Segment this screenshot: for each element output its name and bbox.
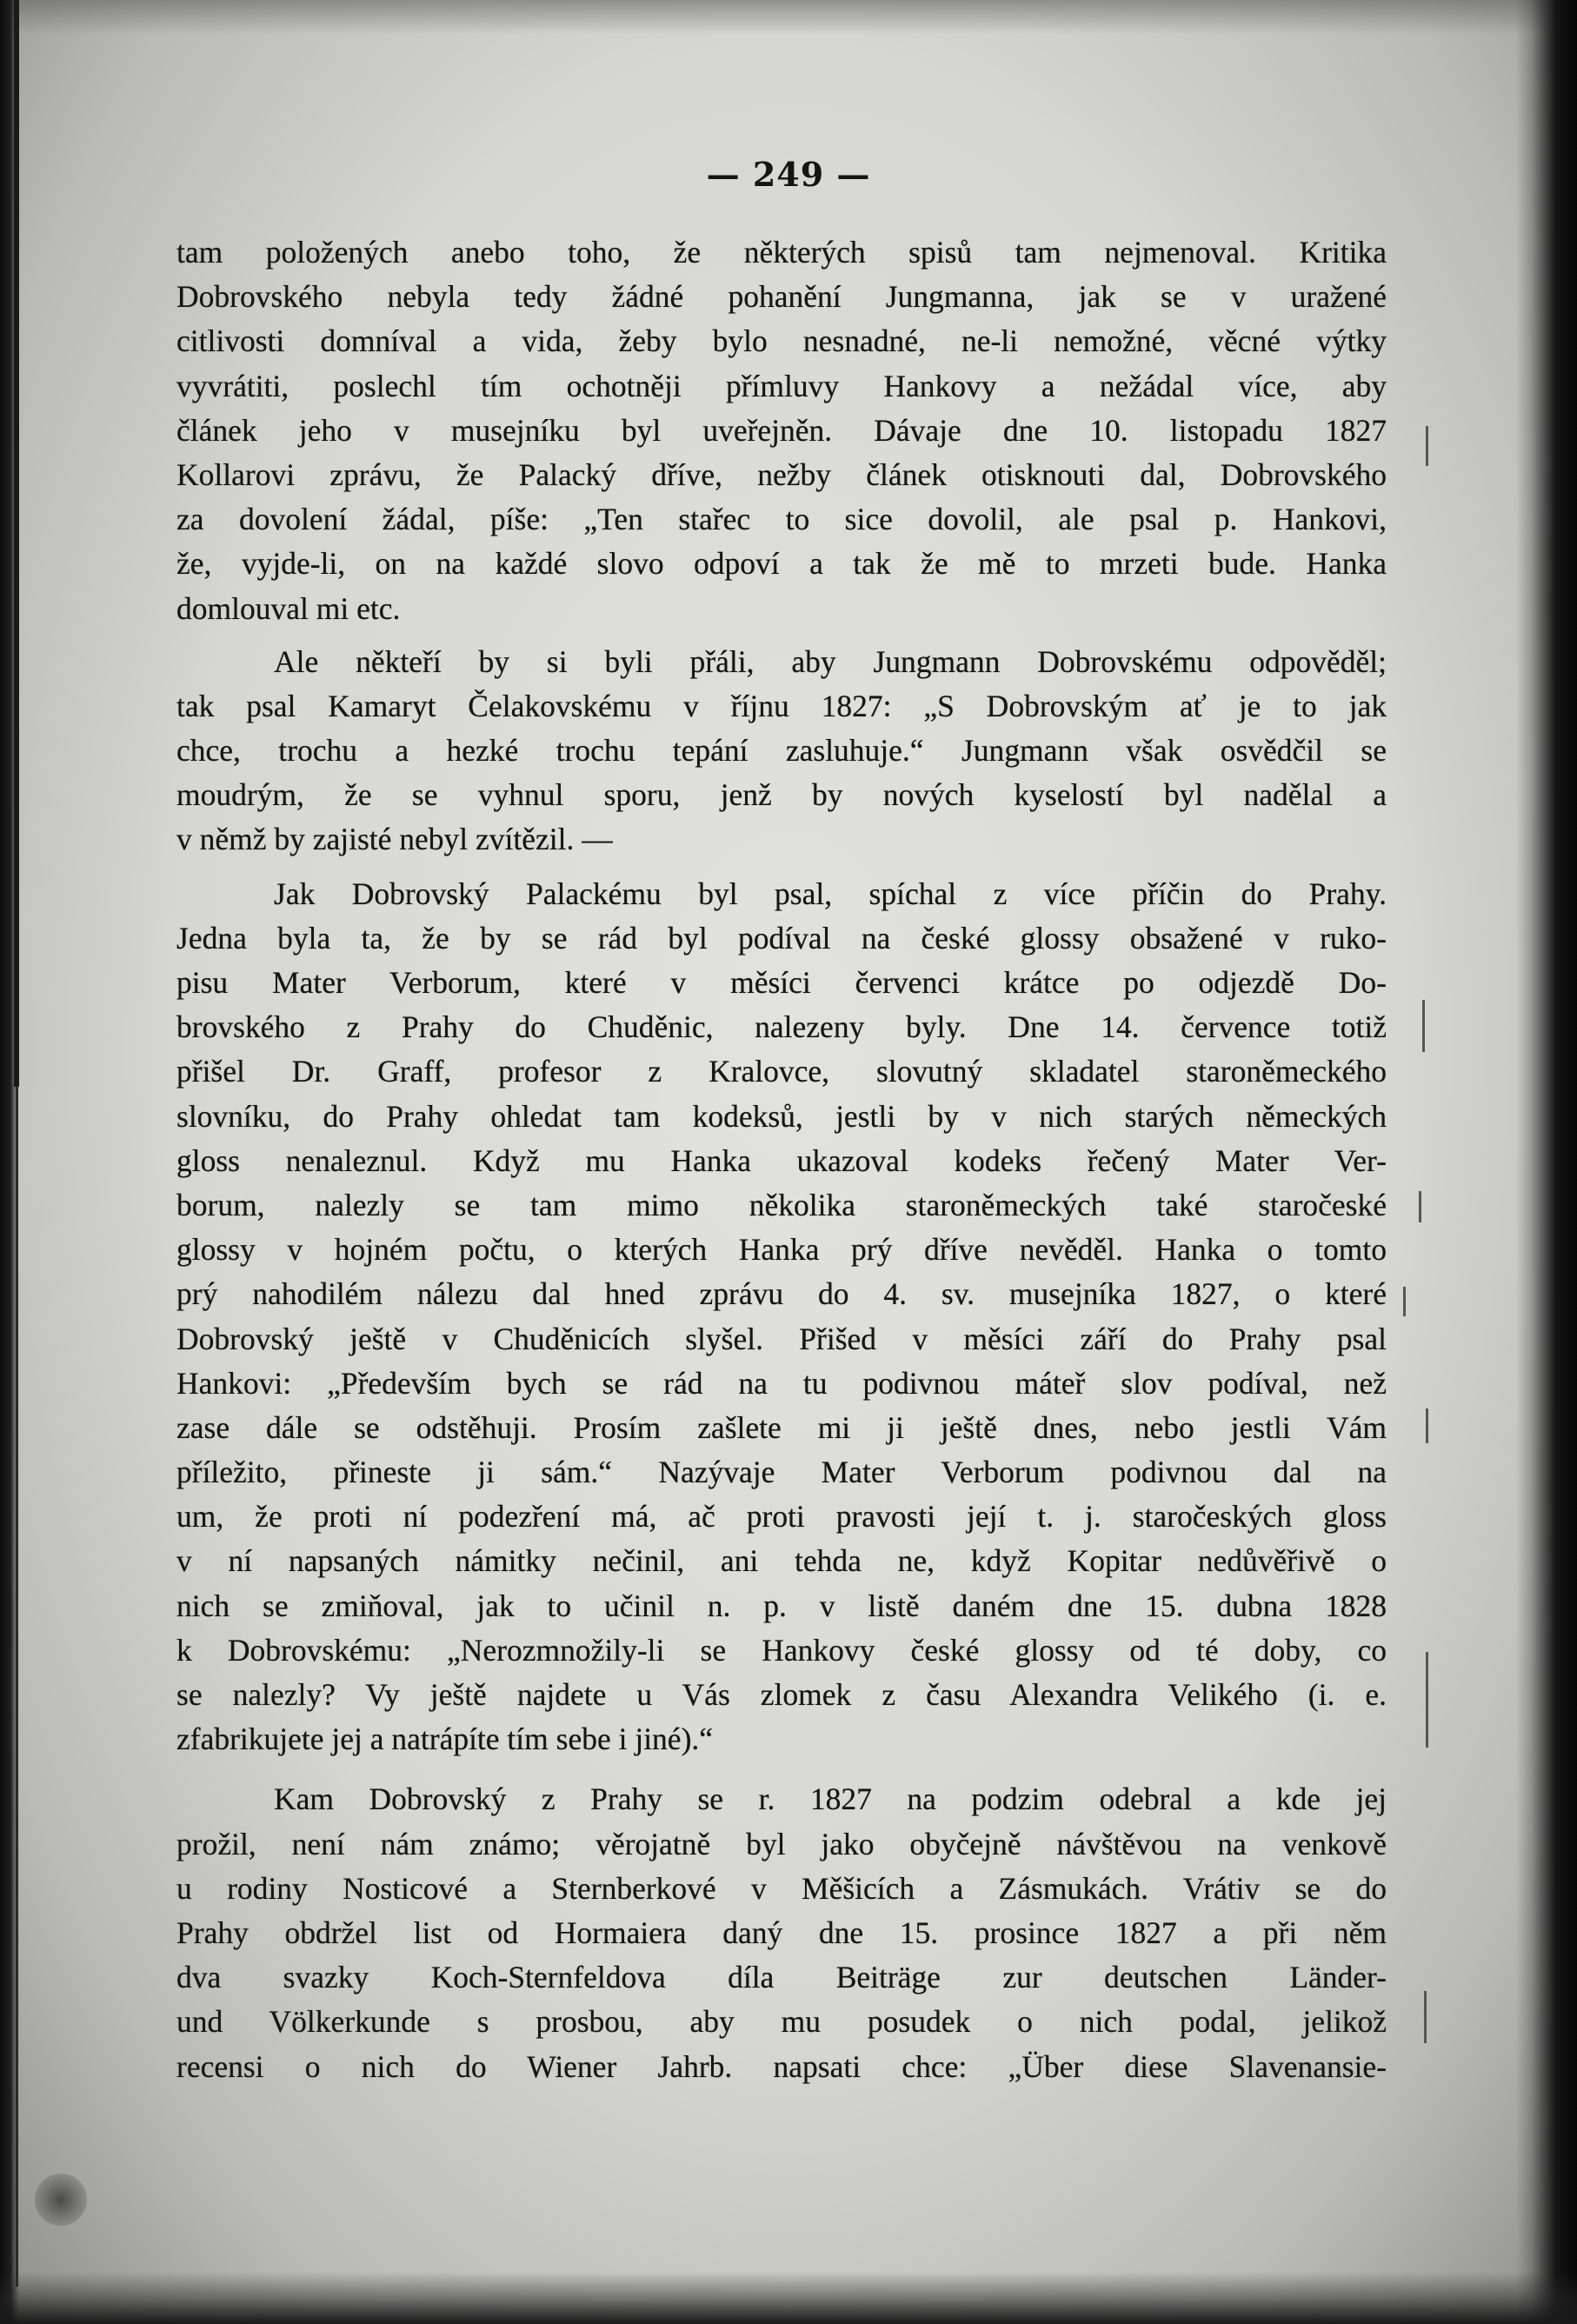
text-line: že, vyjde-li, on na každé slovo odpoví a tak že mě to mrzeti bude. Hanka: [176, 546, 1387, 582]
text-line: vyvrátiti, poslechl tím ochotněji přímluvy Hankovy a nežádal více, aby: [176, 368, 1387, 403]
text-line: Kam Dobrovský z Prahy se r. 1827 na podzim odebral a kde jej: [274, 1781, 1387, 1817]
text-line: tam položených anebo toho, že některých spisů tam nejmenoval. Kritika: [176, 235, 1387, 270]
text-line: zfabrikujete jej a natrápíte tím sebe i jiné).“: [176, 1721, 714, 1757]
text-line: chce, trochu a hezké trochu tepání zasluhuje.“ Jungmann však osvědčil se: [176, 733, 1387, 769]
paragraph-1: [176, 230, 1387, 631]
text-line: přišel Dr. Graff, profesor z Kralovce, slovutný skladatel staroněmeckého: [176, 1054, 1387, 1089]
text-line: um, že proti ní podezření má, ač proti pravosti její t. j. staročeských gloss: [176, 1499, 1387, 1535]
text-line: nich se zmiňoval, jak to učinil n. p. v listě daném dne 15. dubna 1828: [176, 1588, 1387, 1623]
text-line: Kollarovi zprávu, že Palacký dříve, nežby článek otisknouti dal, Dobrovského: [176, 456, 1387, 492]
paragraph-4: [176, 1777, 1387, 2088]
text-line: za dovolení žádal, píše: „Ten stařec to sice dovolil, ale psal p. Hankovi,: [176, 502, 1387, 537]
margin-mark: [1403, 1287, 1406, 1316]
text-line: příležito, přineste ji sám.“ Nazývaje Mater Verborum podivnou dal na: [176, 1455, 1387, 1490]
text-line: u rodiny Nosticové a Sternberkové v Měšicích a Zásmukách. Vrátiv se do: [176, 1870, 1387, 1906]
text-line: v němž by zajisté nebyl zvítězil. —: [176, 822, 613, 857]
text-line: pisu Mater Verborum, které v měsíci červenci krátce po odjezdě Do-: [176, 965, 1387, 1000]
text-line: tak psal Kamaryt Čelakovskému v říjnu 1827: „S Dobrovským ať je to jak: [176, 688, 1387, 723]
text-line: Hankovi: „Především bych se rád na tu podivnou máteř slov podíval, než: [176, 1365, 1387, 1401]
text-line: Dobrovského nebyla tedy žádné pohanění Jungmanna, jak se v uražené: [176, 279, 1387, 315]
text-line: gloss nenaleznul. Když mu Hanka ukazoval kodeks řečený Mater Ver-: [176, 1142, 1387, 1178]
text-line: se nalezly? Vy ještě najdete u Vás zlomek z času Alexandra Velikého (i. e.: [176, 1677, 1387, 1712]
text-line: domlouval mi etc.: [176, 590, 401, 626]
text-line: borum, nalezly se tam mimo několika staroněmeckých také staročeské: [176, 1187, 1387, 1222]
text-line: Ale někteří by si byli přáli, aby Jungmann Dobrovskému odpověděl;: [274, 643, 1387, 679]
page-number: — 249 —: [706, 155, 871, 194]
text-line: Dobrovský ještě v Chuděnicích slyšel. Přišed v měsíci září do Prahy psal: [176, 1321, 1387, 1356]
text-line: dva svazky Koch-Sternfeldova díla Beiträge zur deutschen Länder-: [176, 1960, 1387, 1995]
margin-mark: [1419, 1191, 1421, 1222]
text-line: Jedna byla ta, že by se rád byl podíval na české glossy obsažené v ruko-: [176, 920, 1387, 956]
text-line: citlivosti domníval a vida, žeby bylo nesnadné, ne-li nemožné, věcné výtky: [176, 323, 1387, 359]
margin-mark: [1426, 1652, 1428, 1748]
text-line: prožil, není nám známo; věrojatně byl jako obyčejně návštěvou na venkově: [176, 1826, 1387, 1861]
ink-smudge: [35, 2174, 87, 2226]
scan-shadow-bottom: [0, 2272, 1577, 2324]
paragraph-2: [176, 640, 1387, 862]
scan-shadow-right: [1516, 0, 1577, 2324]
paragraph-3: [176, 872, 1387, 1762]
text-line: slovníku, do Prahy ohledat tam kodeksů, jestli by v nich starých německých: [176, 1098, 1387, 1134]
text-line: glossy v hojném počtu, o kterých Hanka prý dříve nevěděl. Hanka o tomto: [176, 1232, 1387, 1268]
margin-mark: [1426, 1408, 1428, 1443]
text-line: Prahy obdržel list od Hormaiera daný dne 15. prosince 1827 a při něm: [176, 1914, 1387, 1950]
page-body-text: [176, 230, 1387, 2089]
scan-shadow-top: [0, 0, 1577, 35]
margin-mark: [1422, 1000, 1425, 1052]
binding-edge-line-lower: [16, 1087, 18, 2287]
text-line: brovského z Prahy do Chuděnic, nalezeny byly. Dne 14. července totiž: [176, 1009, 1387, 1045]
text-line: Jak Dobrovský Palackému byl psal, spíchal z více příčin do Prahy.: [274, 876, 1387, 911]
text-line: und Völkerkunde s prosbou, aby mu posudek o nich podal, jelikož: [176, 2004, 1387, 2040]
text-line: článek jeho v musejníku byl uveřejněn. Dávaje dne 10. listopadu 1827: [176, 412, 1387, 448]
margin-mark: [1426, 426, 1428, 466]
text-line: k Dobrovskému: „Nerozmnožily-li se Hankovy české glossy od té doby, co: [176, 1632, 1387, 1668]
text-line: v ní napsaných námitky nečinil, ani tehda ne, když Kopitar nedůvěřivě o: [176, 1543, 1387, 1579]
margin-mark: [1424, 1991, 1427, 2043]
text-line: recensi o nich do Wiener Jahrb. napsati chce: „Über diese Slavenansie-: [176, 2048, 1387, 2084]
text-line: zase dále se odstěhuji. Prosím zašlete mi ji ještě dnes, nebo jestli Vám: [176, 1409, 1387, 1445]
text-line: moudrým, že se vyhnul sporu, jenž by nových kyselostí byl nadělal a: [176, 777, 1387, 813]
text-line: prý nahodilém nálezu dal hned zprávu do 4. sv. musejníka 1827, o které: [176, 1276, 1387, 1312]
